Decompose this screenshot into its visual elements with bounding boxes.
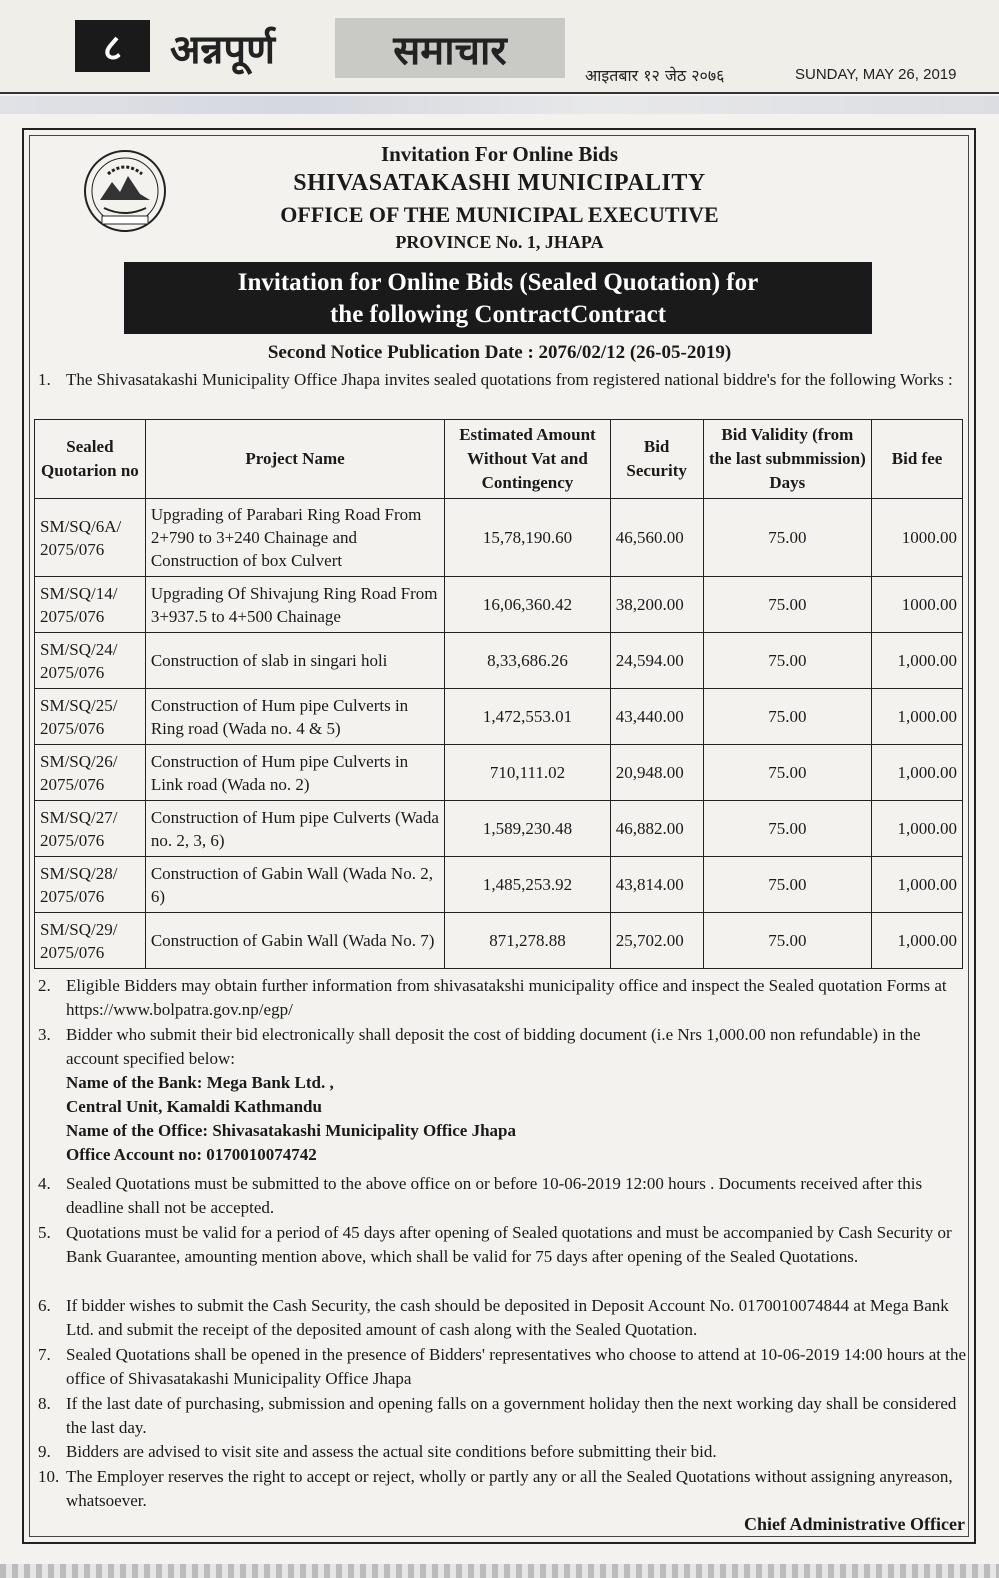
header-bid-fee: Bid fee bbox=[872, 420, 963, 499]
table-row bbox=[35, 633, 963, 689]
cell-project-name: Construction of Hum pipe Culverts (Wada no. 2, 3, 6) bbox=[145, 801, 444, 857]
cell-quotation-no: SM/SQ/28/ 2075/076 bbox=[35, 857, 146, 913]
banner-line-2: the following ContractContract bbox=[329, 301, 667, 328]
cell-project-name: Construction of slab in singari holi bbox=[145, 633, 444, 689]
clause-text: Sealed Quotations shall be opened in the presence of Bidders' representatives who choose to attend at 10-06-2019 14:00 hours at the office of Shivasatakashi Municipality Office Jhapa bbox=[66, 1345, 967, 1388]
cell-bid-validity: 75.00 bbox=[703, 801, 872, 857]
cell-bid-security: 25,702.00 bbox=[610, 913, 703, 969]
province-name: PROVINCE No. 1, JHAPA bbox=[395, 232, 604, 252]
table-row bbox=[35, 689, 963, 745]
cell-bid-security: 20,948.00 bbox=[610, 745, 703, 801]
english-date: SUNDAY, MAY 26, 2019 bbox=[795, 66, 957, 83]
cell-quotation-no: SM/SQ/29/ 2075/076 bbox=[35, 913, 146, 969]
cell-bid-fee: 1000.00 bbox=[872, 577, 963, 633]
cell-quotation-no: SM/SQ/25/ 2075/076 bbox=[35, 689, 146, 745]
cell-quotation-no: SM/SQ/14/ 2075/076 bbox=[35, 577, 146, 633]
scan-artifact-bottom bbox=[0, 1564, 999, 1578]
cell-bid-fee: 1,000.00 bbox=[872, 913, 963, 969]
cell-bid-fee: 1000.00 bbox=[872, 499, 963, 577]
page-number: ८ bbox=[75, 20, 150, 72]
clause-9 bbox=[38, 1440, 968, 1464]
cell-quotation-no: SM/SQ/26/ 2075/076 bbox=[35, 745, 146, 801]
title-banner bbox=[124, 262, 872, 334]
table-row bbox=[35, 577, 963, 633]
clause-number: 7. bbox=[38, 1345, 51, 1364]
header-estimated-amount: Estimated Amount Without Vat and Contingency bbox=[445, 420, 610, 499]
office-name: OFFICE OF THE MUNICIPAL EXECUTIVE bbox=[280, 202, 719, 227]
clause-2 bbox=[38, 974, 968, 1022]
nepali-date: आइतबार १२ जेठ २०७६ bbox=[585, 66, 725, 85]
cell-estimated-amount: 15,78,190.60 bbox=[445, 499, 610, 577]
clause-text: If bidder wishes to submit the Cash Security, the cash should be deposited in Deposit Account No. 0170010074844 at Mega Bank Ltd. and submit the receipt of the deposited amount of cash along with the Sealed Quotation. bbox=[66, 1296, 949, 1339]
clause-number: 10. bbox=[38, 1467, 60, 1486]
clause-text: If the last date of purchasing, submission and opening falls on a government holiday then the next working day shall be considered the last day. bbox=[66, 1394, 957, 1437]
cell-bid-fee: 1,000.00 bbox=[872, 745, 963, 801]
table-row bbox=[35, 801, 963, 857]
clause-4 bbox=[38, 1172, 968, 1220]
publication-date: Second Notice Publication Date : 2076/02/12 (26-05-2019) bbox=[267, 342, 732, 363]
table-header-row bbox=[35, 420, 963, 499]
table-row bbox=[35, 913, 963, 969]
cell-estimated-amount: 16,06,360.42 bbox=[445, 577, 610, 633]
cell-quotation-no: SM/SQ/27/ 2075/076 bbox=[35, 801, 146, 857]
cell-bid-validity: 75.00 bbox=[703, 913, 872, 969]
cell-project-name: Construction of Gabin Wall (Wada No. 7) bbox=[145, 913, 444, 969]
cell-bid-security: 43,440.00 bbox=[610, 689, 703, 745]
bids-table bbox=[34, 419, 963, 969]
cell-estimated-amount: 1,589,230.48 bbox=[445, 801, 610, 857]
cell-bid-fee: 1,000.00 bbox=[872, 857, 963, 913]
clause-10 bbox=[38, 1465, 968, 1513]
clause-3 bbox=[38, 1023, 968, 1167]
clause-number: 2. bbox=[38, 976, 51, 995]
header-bid-security: Bid Security bbox=[610, 420, 703, 499]
cell-quotation-no: SM/SQ/24/ 2075/076 bbox=[35, 633, 146, 689]
clause-text: Bidders are advised to visit site and assess the actual site conditions before submitting their bid. bbox=[66, 1442, 717, 1461]
table-row bbox=[35, 499, 963, 577]
cell-quotation-no: SM/SQ/6A/ 2075/076 bbox=[35, 499, 146, 577]
cell-estimated-amount: 710,111.02 bbox=[445, 745, 610, 801]
cell-estimated-amount: 871,278.88 bbox=[445, 913, 610, 969]
cell-bid-fee: 1,000.00 bbox=[872, 633, 963, 689]
clause-number: 5. bbox=[38, 1223, 51, 1242]
clause-5 bbox=[38, 1221, 968, 1269]
cell-bid-validity: 75.00 bbox=[703, 499, 872, 577]
header-project-name: Project Name bbox=[145, 420, 444, 499]
cell-bid-validity: 75.00 bbox=[703, 745, 872, 801]
cell-project-name: Construction of Hum pipe Culverts in Ring road (Wada no. 4 & 5) bbox=[145, 689, 444, 745]
cell-bid-fee: 1,000.00 bbox=[872, 689, 963, 745]
paper-name-part1: अन्नपूर्ण bbox=[170, 27, 275, 73]
cell-bid-security: 43,814.00 bbox=[610, 857, 703, 913]
clause-text: The Shivasatakashi Municipality Office Jhapa invites sealed quotations from registered national biddre's for the following Works : bbox=[66, 370, 953, 389]
header-bid-validity: Bid Validity (from the last submmission) Days bbox=[703, 420, 872, 499]
clause-number: 3. bbox=[38, 1025, 51, 1044]
bank-name: Name of the Bank: Mega Bank Ltd. , bbox=[66, 1073, 334, 1092]
clause-text: Sealed Quotations must be submitted to the above office on or before 10-06-2019 12:00 hours . Documents received after this deadline shall not be accepted. bbox=[66, 1174, 923, 1217]
clause-number: 4. bbox=[38, 1174, 51, 1193]
cell-bid-validity: 75.00 bbox=[703, 857, 872, 913]
table-row bbox=[35, 857, 963, 913]
office-account-number: Office Account no: 0170010074742 bbox=[66, 1145, 317, 1164]
cell-bid-validity: 75.00 bbox=[703, 633, 872, 689]
cell-project-name: Construction of Hum pipe Culverts in Link road (Wada no. 2) bbox=[145, 745, 444, 801]
municipality-name: SHIVASATAKASHI MUNICIPALITY bbox=[293, 170, 706, 196]
clause-number: 1. bbox=[38, 370, 51, 389]
newspaper-masthead bbox=[0, 0, 999, 94]
paper-name-part2: समाचार bbox=[335, 18, 565, 78]
cell-estimated-amount: 8,33,686.26 bbox=[445, 633, 610, 689]
cell-project-name: Construction of Gabin Wall (Wada No. 2, 6) bbox=[145, 857, 444, 913]
cell-bid-validity: 75.00 bbox=[703, 689, 872, 745]
cell-estimated-amount: 1,485,253.92 bbox=[445, 857, 610, 913]
header-quotation-no: Sealed Quotarion no bbox=[35, 420, 146, 499]
cell-bid-security: 46,882.00 bbox=[610, 801, 703, 857]
clause-text: Bidder who submit their bid electronically shall deposit the cost of bidding document (i.e Nrs 1,000.00 non refundable) in the account specified below: bbox=[66, 1025, 921, 1068]
cell-bid-security: 46,560.00 bbox=[610, 499, 703, 577]
clause-number: 9. bbox=[38, 1442, 51, 1461]
clause-text: Eligible Bidders may obtain further information from shivasatakshi municipality office and inspect the Sealed quotation Forms at https://www.bolpatra.gov.np/egp/ bbox=[66, 976, 947, 1019]
clause-1 bbox=[38, 368, 968, 392]
cell-bid-security: 38,200.00 bbox=[610, 577, 703, 633]
cell-bid-validity: 75.00 bbox=[703, 577, 872, 633]
office-account-name: Name of the Office: Shivasatakashi Municipality Office Jhapa bbox=[66, 1121, 517, 1140]
cell-estimated-amount: 1,472,553.01 bbox=[445, 689, 610, 745]
banner-line-1: Invitation for Online Bids (Sealed Quotation) for bbox=[237, 269, 759, 296]
clause-text: The Employer reserves the right to accept or reject, wholly or partly any or all the Sealed Quotations without assigning anyreason, whatsoever. bbox=[66, 1467, 953, 1510]
clause-number: 6. bbox=[38, 1296, 51, 1315]
scan-artifact-strip bbox=[0, 96, 999, 114]
cell-bid-security: 24,594.00 bbox=[610, 633, 703, 689]
clause-text: Quotations must be valid for a period of 45 days after opening of Sealed quotations and must be accompanied by Cash Security or Bank Guarantee, amounting mention above, which shall be valid for 75 days after opening of the Sealed Quotations. bbox=[66, 1223, 952, 1266]
bank-unit: Central Unit, Kamaldi Kathmandu bbox=[66, 1097, 322, 1116]
cell-bid-fee: 1,000.00 bbox=[872, 801, 963, 857]
cell-project-name: Upgrading Of Shivajung Ring Road From 3+937.5 to 4+500 Chainage bbox=[145, 577, 444, 633]
clause-7 bbox=[38, 1343, 968, 1391]
notice-heading: Invitation For Online Bids bbox=[380, 142, 619, 166]
signatory-title: Chief Administrative Officer bbox=[744, 1514, 965, 1534]
clause-number: 8. bbox=[38, 1394, 51, 1413]
table-row bbox=[35, 745, 963, 801]
clause-8 bbox=[38, 1392, 968, 1440]
cell-project-name: Upgrading of Parabari Ring Road From 2+790 to 3+240 Chainage and Construction of box Culvert bbox=[145, 499, 444, 577]
clause-6 bbox=[38, 1294, 968, 1342]
